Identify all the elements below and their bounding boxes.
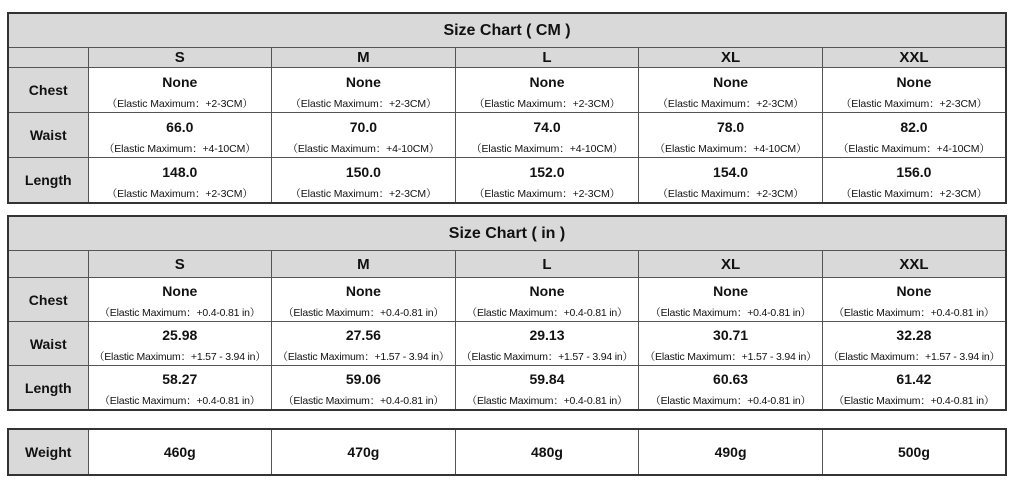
in-waist-note: （Elastic Maximum：+1.57 - 3.94 in） bbox=[88, 348, 272, 366]
cm-length-note: （Elastic Maximum：+2-3CM） bbox=[455, 185, 639, 203]
in-chest-value: None bbox=[455, 278, 639, 305]
cm-waist-value: 70.0 bbox=[272, 113, 456, 141]
in-header-size: L bbox=[455, 251, 639, 278]
cm-waist-note: （Elastic Maximum：+4-10CM） bbox=[272, 140, 456, 158]
cm-row-label-chest: Chest bbox=[8, 68, 88, 113]
in-chest-value: None bbox=[822, 278, 1006, 305]
cm-table-title: Size Chart ( CM ) bbox=[8, 13, 1006, 48]
weight-table bbox=[7, 428, 1007, 476]
cm-chest-value: None bbox=[88, 68, 272, 96]
in-waist-note: （Elastic Maximum：+1.57 - 3.94 in） bbox=[272, 348, 456, 366]
cm-waist-note: （Elastic Maximum：+4-10CM） bbox=[88, 140, 272, 158]
cm-header-size: S bbox=[88, 48, 272, 68]
cm-chest-note: （Elastic Maximum：+2-3CM） bbox=[455, 95, 639, 113]
cm-chest-value: None bbox=[639, 68, 823, 96]
cm-chest-note: （Elastic Maximum：+2-3CM） bbox=[822, 95, 1006, 113]
weight-value: 500g bbox=[822, 429, 1006, 475]
cm-header-size: XXL bbox=[822, 48, 1006, 68]
cm-length-note: （Elastic Maximum：+2-3CM） bbox=[639, 185, 823, 203]
cm-length-note: （Elastic Maximum：+2-3CM） bbox=[272, 185, 456, 203]
cm-waist-value: 78.0 bbox=[639, 113, 823, 141]
in-length-value: 60.63 bbox=[639, 366, 823, 393]
in-waist-note: （Elastic Maximum：+1.57 - 3.94 in） bbox=[822, 348, 1006, 366]
in-header-size: M bbox=[272, 251, 456, 278]
cm-chest-note: （Elastic Maximum：+2-3CM） bbox=[272, 95, 456, 113]
in-waist-note: （Elastic Maximum：+1.57 - 3.94 in） bbox=[639, 348, 823, 366]
cm-length-note: （Elastic Maximum：+2-3CM） bbox=[88, 185, 272, 203]
in-header-corner bbox=[8, 251, 88, 278]
weight-value: 480g bbox=[455, 429, 639, 475]
in-chest-note: （Elastic Maximum：+0.4-0.81 in） bbox=[88, 304, 272, 322]
in-row-label-waist: Waist bbox=[8, 322, 88, 366]
in-length-note: （Elastic Maximum：+0.4-0.81 in） bbox=[822, 392, 1006, 410]
cm-length-value: 148.0 bbox=[88, 158, 272, 186]
in-chest-note: （Elastic Maximum：+0.4-0.81 in） bbox=[272, 304, 456, 322]
cm-waist-note: （Elastic Maximum：+4-10CM） bbox=[822, 140, 1006, 158]
in-length-value: 59.84 bbox=[455, 366, 639, 393]
cm-waist-value: 66.0 bbox=[88, 113, 272, 141]
in-chest-note: （Elastic Maximum：+0.4-0.81 in） bbox=[455, 304, 639, 322]
weight-value: 490g bbox=[639, 429, 823, 475]
in-chest-note: （Elastic Maximum：+0.4-0.81 in） bbox=[822, 304, 1006, 322]
cm-waist-value: 74.0 bbox=[455, 113, 639, 141]
weight-label: Weight bbox=[8, 429, 88, 475]
cm-header-corner bbox=[8, 48, 88, 68]
cm-waist-note: （Elastic Maximum：+4-10CM） bbox=[455, 140, 639, 158]
in-table-title: Size Chart ( in ) bbox=[8, 216, 1006, 251]
in-length-note: （Elastic Maximum：+0.4-0.81 in） bbox=[272, 392, 456, 410]
cm-length-value: 154.0 bbox=[639, 158, 823, 186]
in-length-value: 59.06 bbox=[272, 366, 456, 393]
cm-length-value: 152.0 bbox=[455, 158, 639, 186]
cm-row-label-waist: Waist bbox=[8, 113, 88, 158]
in-waist-value: 32.28 bbox=[822, 322, 1006, 349]
in-row-label-length: Length bbox=[8, 366, 88, 411]
in-waist-value: 29.13 bbox=[455, 322, 639, 349]
in-chest-value: None bbox=[88, 278, 272, 305]
in-length-note: （Elastic Maximum：+0.4-0.81 in） bbox=[639, 392, 823, 410]
cm-chest-value: None bbox=[822, 68, 1006, 96]
in-length-note: （Elastic Maximum：+0.4-0.81 in） bbox=[88, 392, 272, 410]
cm-waist-value: 82.0 bbox=[822, 113, 1006, 141]
in-waist-note: （Elastic Maximum：+1.57 - 3.94 in） bbox=[455, 348, 639, 366]
weight-value: 470g bbox=[272, 429, 456, 475]
size-chart-in-table bbox=[7, 215, 1007, 411]
in-length-value: 61.42 bbox=[822, 366, 1006, 393]
cm-header-size: L bbox=[455, 48, 639, 68]
in-waist-value: 25.98 bbox=[88, 322, 272, 349]
cm-waist-note: （Elastic Maximum：+4-10CM） bbox=[639, 140, 823, 158]
cm-length-value: 150.0 bbox=[272, 158, 456, 186]
cm-chest-note: （Elastic Maximum：+2-3CM） bbox=[639, 95, 823, 113]
in-header-size: XXL bbox=[822, 251, 1006, 278]
cm-header-size: XL bbox=[639, 48, 823, 68]
in-row-label-chest: Chest bbox=[8, 278, 88, 322]
cm-chest-value: None bbox=[272, 68, 456, 96]
size-chart-cm-table bbox=[7, 12, 1007, 204]
in-chest-value: None bbox=[272, 278, 456, 305]
cm-row-label-length: Length bbox=[8, 158, 88, 204]
in-waist-value: 30.71 bbox=[639, 322, 823, 349]
in-header-size: XL bbox=[639, 251, 823, 278]
in-chest-note: （Elastic Maximum：+0.4-0.81 in） bbox=[639, 304, 823, 322]
cm-length-value: 156.0 bbox=[822, 158, 1006, 186]
in-length-note: （Elastic Maximum：+0.4-0.81 in） bbox=[455, 392, 639, 410]
cm-length-note: （Elastic Maximum：+2-3CM） bbox=[822, 185, 1006, 203]
in-chest-value: None bbox=[639, 278, 823, 305]
in-header-size: S bbox=[88, 251, 272, 278]
cm-chest-value: None bbox=[455, 68, 639, 96]
weight-value: 460g bbox=[88, 429, 272, 475]
in-length-value: 58.27 bbox=[88, 366, 272, 393]
cm-header-size: M bbox=[272, 48, 456, 68]
in-waist-value: 27.56 bbox=[272, 322, 456, 349]
cm-chest-note: （Elastic Maximum：+2-3CM） bbox=[88, 95, 272, 113]
